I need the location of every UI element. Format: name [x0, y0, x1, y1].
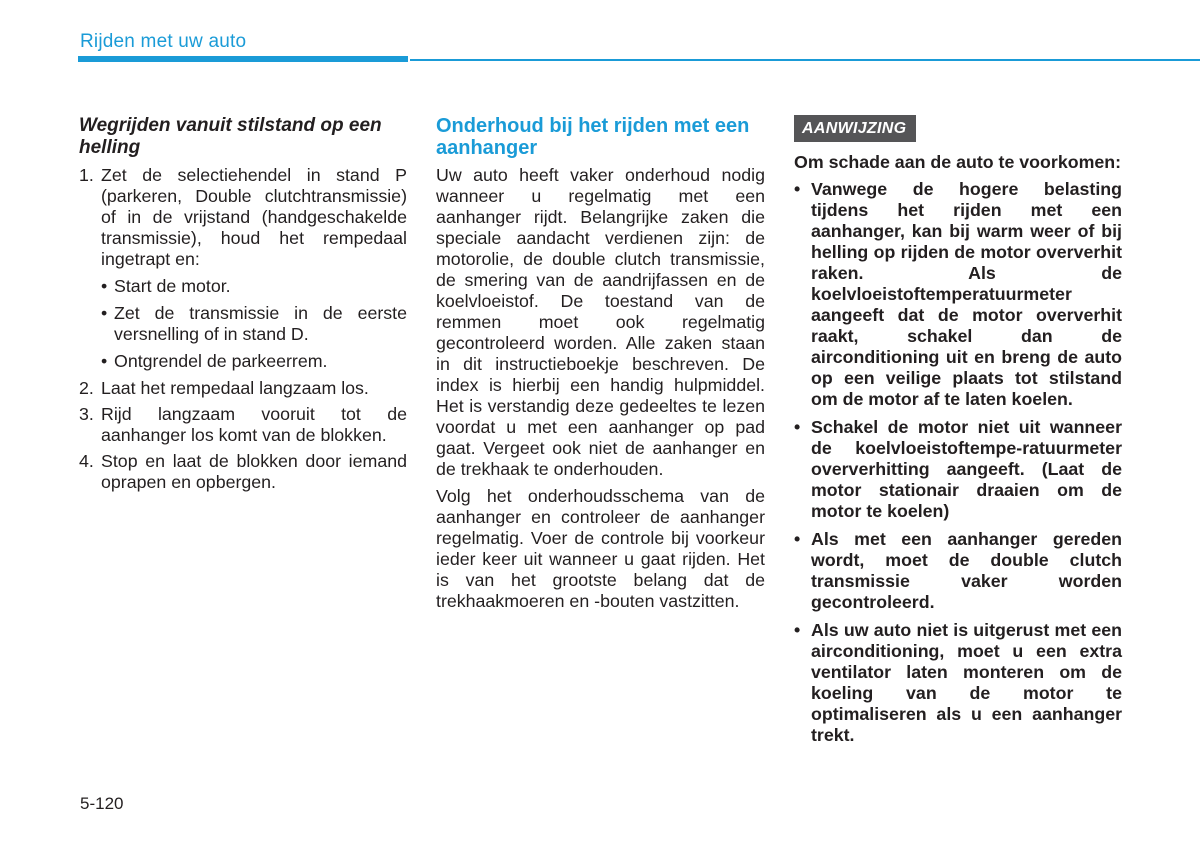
substep-list: [101, 276, 407, 372]
notice-badge: AANWIJZING: [794, 115, 916, 142]
page-number: 5-120: [80, 794, 124, 813]
step-text: Stop en laat de blokken door iemand oprapen en opbergen.: [101, 451, 407, 492]
maintenance-heading: Onderhoud bij het rijden met een aanhanger: [436, 115, 750, 159]
right-column: [794, 115, 1122, 753]
header-rule-thick: [78, 56, 408, 62]
step-number: 3.: [79, 404, 94, 424]
step-number: 2.: [79, 378, 94, 398]
notice-item: • Als uw auto niet is uitgerust met een airconditioning, moet u een extra ventilator laten monteren om de koeling van de motor te optimaliseren als u een aanhanger trekt.: [794, 620, 1122, 746]
step-item: [79, 451, 407, 493]
step-number: 4.: [79, 451, 94, 471]
notice-lead: Om schade aan de auto te voorkomen:: [794, 152, 1122, 172]
header-rule-thin: [410, 59, 1200, 61]
step-text: Laat het rempedaal langzaam los.: [101, 378, 369, 398]
step-number: 1.: [79, 165, 94, 185]
middle-column: [436, 115, 765, 618]
step-item: [79, 378, 407, 399]
step-item: [79, 404, 407, 446]
step-item: [79, 165, 407, 372]
notice-list: [794, 179, 1122, 746]
hill-start-steps: [79, 165, 407, 493]
left-column: [79, 115, 407, 498]
step-text: Zet de selectiehendel in stand P (parkeren, Double clutchtransmissie) of in de vrijstand (handgeschakelde transmissie), houd het rempedaal ingetrapt en:: [101, 165, 407, 269]
substep-item: • Start de motor.: [101, 276, 407, 297]
step-text: Rijd langzaam vooruit tot de aanhanger los komt van de blokken.: [101, 404, 407, 445]
substep-item: • Ontgrendel de parkeerrem.: [101, 351, 407, 372]
notice-item: • Schakel de motor niet uit wanneer de koelvloeistoftempe-ratuurmeter oververhitting aangeeft. (Laat de motor stationair draaien om de motor te koelen): [794, 417, 1122, 522]
body-paragraph: Uw auto heeft vaker onderhoud nodig wanneer u regelmatig met een aanhanger rijdt. Belangrijke zaken die speciale aandacht verdienen zijn: de motorolie, de double clutch transmissie, de smering van de aandrijfassen en de koelvloeistof. De toestand van de remmen moet ook regelmatig gecontroleerd worden. Alle zaken staan in dit instructieboekje beschreven. De index is hierbij een handig hulpmiddel. Het is verstandig deze gedeeltes te lezen voordat u met een aanhanger op pad gaat. Vergeet ook niet de aanhanger en de trekhaak te onderhouden.: [436, 165, 765, 479]
substep-item: • Zet de transmissie in de eerste versnelling of in stand D.: [101, 303, 407, 345]
body-paragraph: Volg het onderhoudsschema van de aanhanger en controleer de aanhanger regelmatig. Voer de controle bij voorkeur ieder keer uit wanneer u gaat rijden. Het is van het grootste belang dat de trekhaakmoeren en -bouten vastzitten.: [436, 486, 765, 611]
notice-item: • Vanwege de hogere belasting tijdens het rijden met een aanhanger, kan bij warm weer of bij helling op rijden de motor oververhit raken. Als de koelvloeistoftemperatuurmeter aangeeft dat de motor oververhit raakt, schakel dan de airconditioning uit en breng de auto op een veilige plaats tot stilstand om de motor af te laten koelen.: [794, 179, 1122, 410]
hill-start-heading: Wegrijden vanuit stilstand op een helling: [79, 115, 382, 158]
section-title: Rijden met uw auto: [80, 31, 247, 52]
notice-item: • Als met een aanhanger gereden wordt, moet de double clutch transmissie vaker worden gecontroleerd.: [794, 529, 1122, 613]
